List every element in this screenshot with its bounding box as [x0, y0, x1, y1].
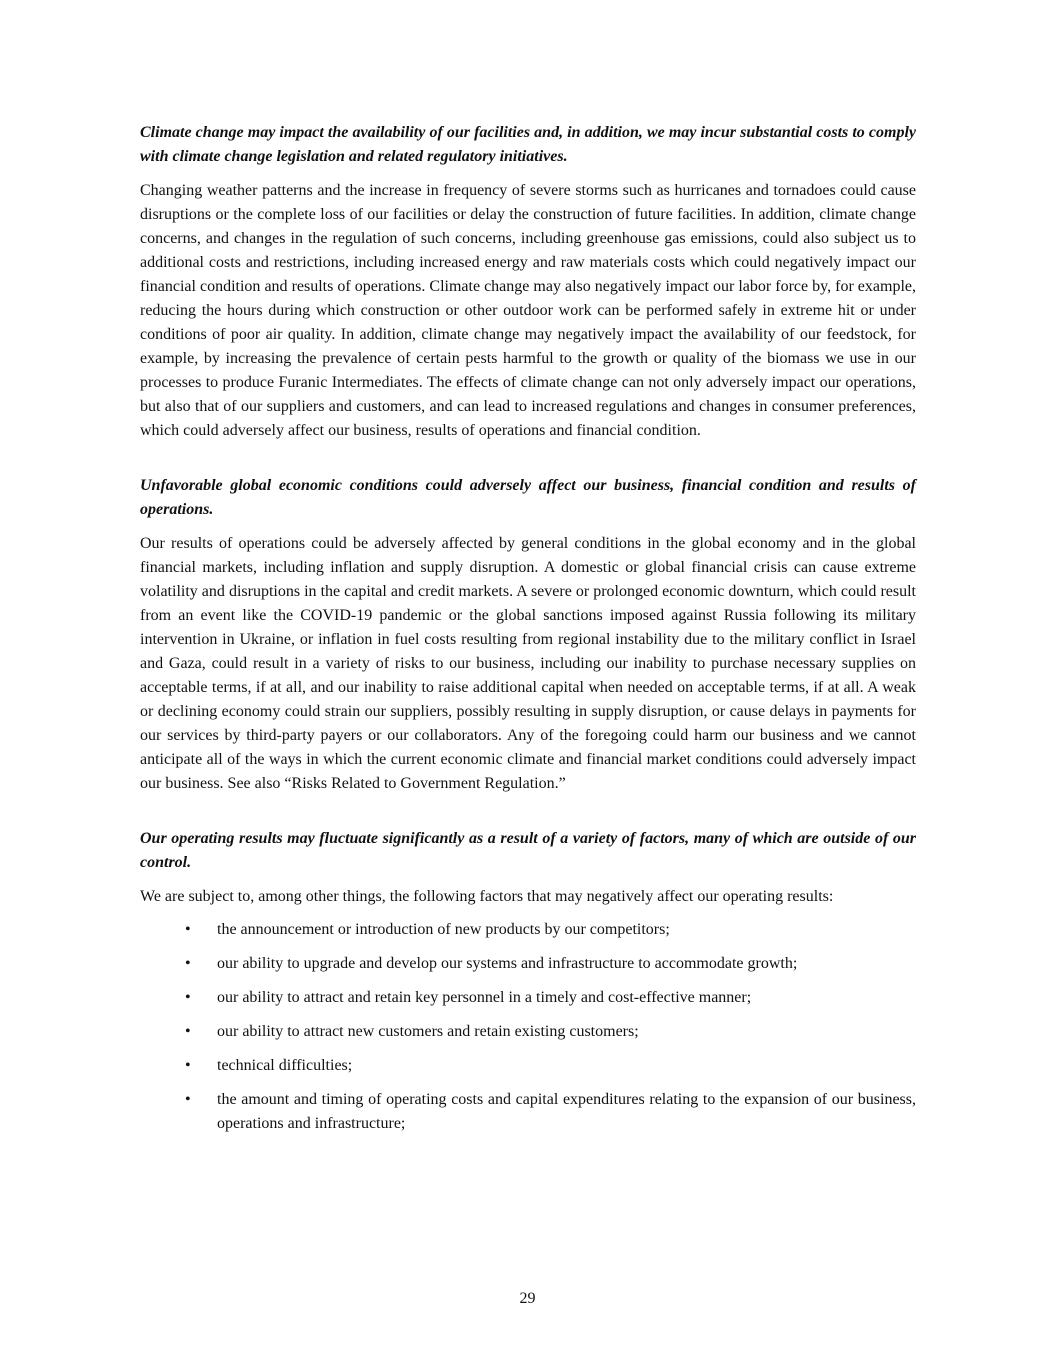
- document-page: [140, 121, 916, 1146]
- section-body: Our results of operations could be adversely affected by general conditions in the global economy and in the global financial markets, including inflation and supply disruption. A domestic or global financial crisis can cause extreme volatility and disruptions in the capital and credit markets. A severe or prolonged economic downturn, which could result from an event like the COVID-19 pandemic or the global sanctions imposed against Russia following its military intervention in Ukraine, or inflation in fuel costs resulting from regional instability due to the military conflict in Israel and Gaza, could result in a variety of risks to our business, including our inability to purchase necessary supplies on acceptable terms, if at all, and our inability to raise additional capital when needed on acceptable terms, if at all. A weak or declining economy could strain our suppliers, possibly resulting in supply disruption, or cause delays in payments for our services by third-party payers or our collaborators. Any of the foregoing could harm our business and we cannot anticipate all of the ways in which the current economic climate and financial market conditions could adversely impact our business. See also “Risks Related to Government Regulation.”: [140, 535, 916, 792]
- bullet-icon: •: [185, 1057, 191, 1074]
- list-item-text: our ability to attract new customers and retain existing customers;: [217, 1023, 639, 1040]
- list-item: [140, 952, 916, 976]
- section-heading: Unfavorable global economic conditions could adversely affect our business, financial condition and results of operations.: [140, 477, 916, 518]
- list-item: [140, 1020, 916, 1044]
- list-item-text: our ability to upgrade and develop our systems and infrastructure to accommodate growth;: [217, 955, 798, 972]
- section-intro: We are subject to, among other things, the following factors that may negatively affect our operating results:: [140, 888, 834, 905]
- list-item-text: our ability to attract and retain key personnel in a timely and cost-effective manner;: [217, 989, 752, 1006]
- bullet-icon: •: [185, 921, 191, 938]
- bullet-icon: •: [185, 1091, 191, 1108]
- section-operating-results: [140, 827, 916, 1136]
- page-number: 29: [519, 1290, 536, 1307]
- section-economic-conditions: [140, 474, 916, 796]
- section-heading: Our operating results may fluctuate significantly as a result of a variety of factors, many of which are outside of our control.: [140, 830, 916, 871]
- bullet-icon: •: [185, 989, 191, 1006]
- list-item: [140, 1088, 916, 1136]
- bullet-list: [140, 918, 916, 1136]
- list-item-text: technical difficulties;: [217, 1057, 353, 1074]
- list-item: [140, 1054, 916, 1078]
- list-item-text: the announcement or introduction of new products by our competitors;: [217, 921, 670, 938]
- list-item: [140, 918, 916, 942]
- section-body: Changing weather patterns and the increase in frequency of severe storms such as hurricanes and tornadoes could cause disruptions or the complete loss of our facilities or delay the construction of future facilities. In addition, climate change concerns, and changes in the regulation of such concerns, including greenhouse gas emissions, could also subject us to additional costs and restrictions, including increased energy and raw materials costs which could negatively impact our financial condition and results of operations. Climate change may also negatively impact our labor force by, for example, reducing the hours during which construction or other outdoor work can be performed safely in extreme hit or under conditions of poor air quality. In addition, climate change may negatively impact the availability of our feedstock, for example, by increasing the prevalence of certain pests harmful to the growth or quality of the biomass we use in our processes to produce Furanic Intermediates. The effects of climate change can not only adversely impact our operations, but also that of our suppliers and customers, and can lead to increased regulations and changes in consumer preferences, which could adversely affect our business, results of operations and financial condition.: [140, 182, 916, 439]
- section-climate-change: [140, 121, 916, 443]
- list-item: [140, 986, 916, 1010]
- list-item-text: the amount and timing of operating costs and capital expenditures relating to the expansion of our business, operations and infrastructure;: [217, 1091, 916, 1132]
- bullet-icon: •: [185, 955, 191, 972]
- section-heading: Climate change may impact the availability of our facilities and, in addition, we may incur substantial costs to comply with climate change legislation and related regulatory initiatives.: [140, 124, 916, 165]
- bullet-icon: •: [185, 1023, 191, 1040]
